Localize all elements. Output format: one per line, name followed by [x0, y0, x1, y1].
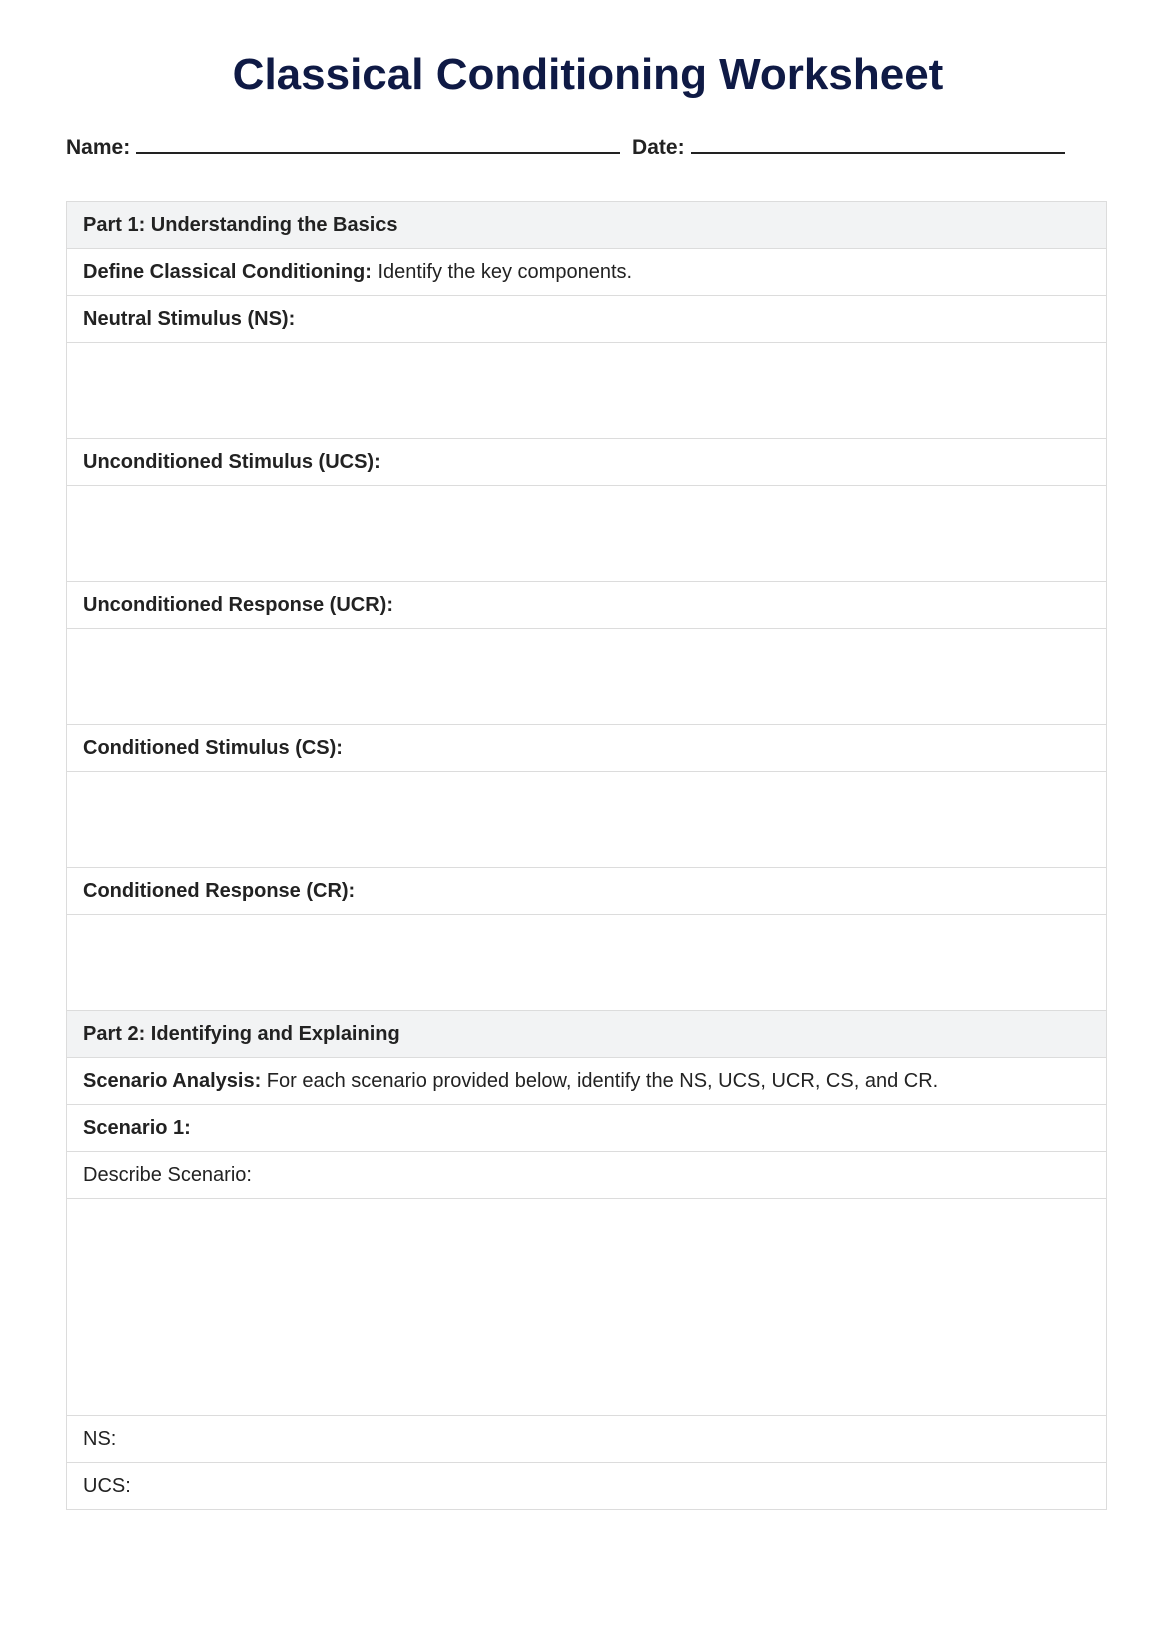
ucr-answer-box[interactable] [67, 629, 1107, 725]
ucs-answer-box[interactable] [67, 486, 1107, 582]
date-field[interactable] [691, 132, 1065, 154]
cs-answer-box[interactable] [67, 772, 1107, 868]
analysis-label: Scenario Analysis: [83, 1069, 262, 1092]
page-title: Classical Conditioning Worksheet [232, 50, 944, 99]
scenario-ucs-field[interactable]: UCS: [67, 1463, 1107, 1510]
scenario-ns-field[interactable]: NS: [67, 1416, 1107, 1463]
ns-label: Neutral Stimulus (NS): [83, 307, 296, 330]
cs-label: Conditioned Stimulus (CS): [83, 736, 343, 759]
part1-heading: Part 1: Understanding the Basics [67, 202, 1107, 249]
describe-scenario-label: Describe Scenario: [67, 1152, 1107, 1199]
cr-answer-box[interactable] [67, 915, 1107, 1011]
analysis-text: For each scenario provided below, identify the NS, UCS, UCR, CS, and CR. [261, 1069, 939, 1092]
define-label: Define Classical Conditioning: [83, 260, 372, 283]
scenario-1-label: Scenario 1: [83, 1116, 191, 1139]
ucs-label: Unconditioned Stimulus (UCS): [83, 450, 381, 473]
ns-answer-box[interactable] [67, 343, 1107, 439]
worksheet-table [66, 201, 1107, 1510]
date-label: Date: [632, 136, 685, 159]
name-field[interactable] [136, 132, 620, 154]
define-text: Identify the key components. [371, 260, 633, 283]
name-date-row [66, 132, 1071, 160]
name-label: Name: [66, 136, 131, 159]
define-row [67, 249, 1107, 296]
ucr-label: Unconditioned Response (UCR): [83, 593, 393, 616]
cr-label: Conditioned Response (CR): [83, 879, 356, 902]
part2-heading: Part 2: Identifying and Explaining [67, 1011, 1107, 1058]
analysis-row [67, 1058, 1107, 1105]
describe-scenario-box[interactable] [67, 1199, 1107, 1416]
